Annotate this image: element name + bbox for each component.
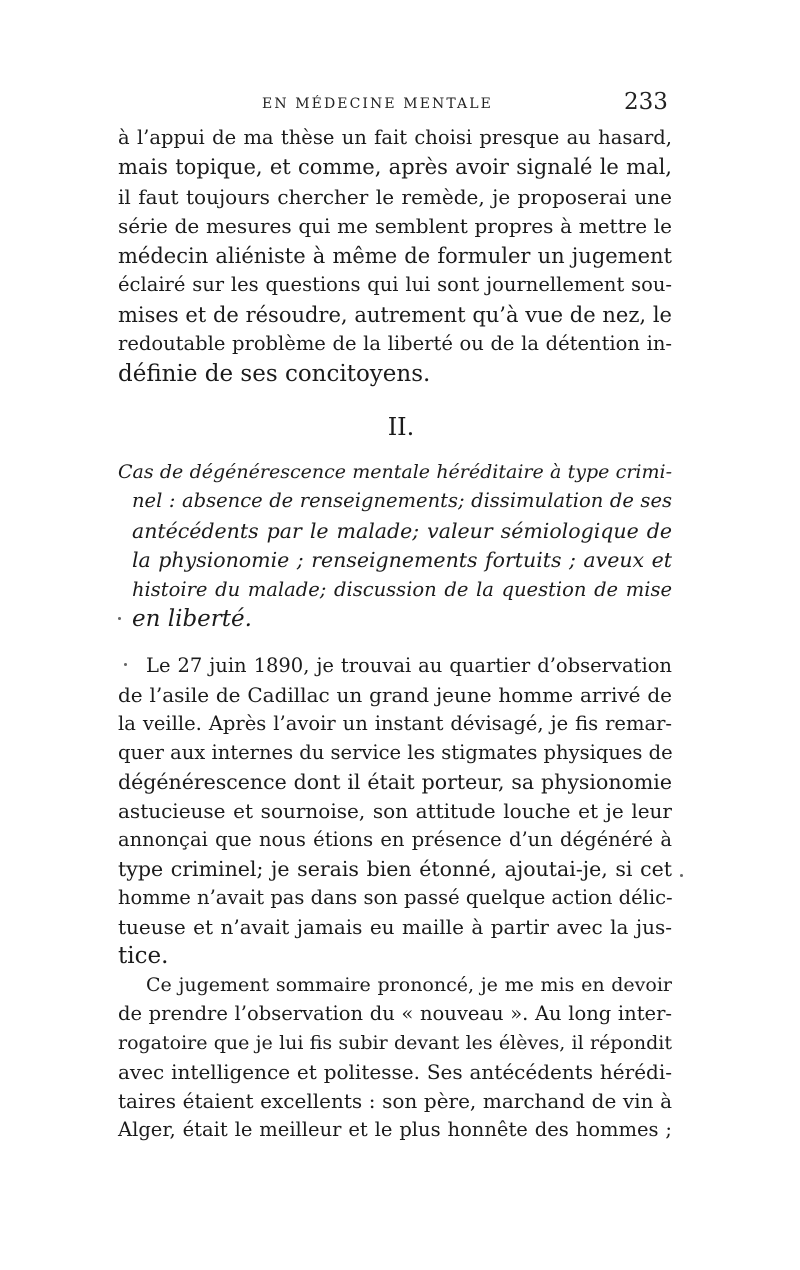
case-summary-line: en liberté. (132, 606, 252, 632)
text-line: à l’appui de ma thèse un fait choisi presque au hasard, (118, 126, 672, 149)
scan-speck (118, 617, 121, 620)
text-line: redoutable problème de la liberté ou de la détention in- (118, 332, 672, 355)
text-line: homme n’avait pas dans son passé quelque action délic- (118, 886, 673, 909)
text-line: avec intelligence et politesse. Ses antécédents hérédi- (118, 1060, 672, 1084)
text-line: taires étaient excellents : son père, marchand de vin à (118, 1089, 672, 1113)
text-line: Le 27 juin 1890, je trouvai au quartier d’observation (146, 654, 672, 677)
text-line: astucieuse et sournoise, son attitude louche et je leur (118, 799, 672, 823)
text-line: éclairé sur les questions qui lui sont journellement sou- (118, 273, 672, 296)
text-line: quer aux internes du service les stigmates physiques de (118, 741, 673, 764)
case-summary-line: antécédents par le malade; valeur sémiologique de (132, 519, 672, 543)
case-summary-line: Cas de dégénérescence mentale héréditaire à type crimi- (118, 461, 672, 483)
text-line: définie de ses concitoyens. (118, 361, 431, 387)
text-line: rogatoire que je lui fis subir devant les élèves, il répondit (118, 1032, 672, 1054)
case-summary-line: histoire du malade; discussion de la question de mise (132, 578, 672, 601)
case-summary-line: nel : absence de renseignements; dissimulation de ses (132, 489, 672, 512)
text-line: mises et de résoudre, autrement qu’à vue de nez, le (118, 303, 672, 327)
page-number: 233 (624, 89, 668, 115)
scan-speck (680, 874, 683, 877)
text-line: médecin aliéniste à même de formuler un jugement (118, 244, 672, 268)
running-header: EN MÉDECINE MENTALE (262, 96, 493, 112)
case-summary-line: la physionomie ; renseignements fortuits ; aveux et (132, 548, 672, 572)
scan-speck (124, 663, 127, 666)
text-line: annonçai que nous étions en présence d’un dégénéré à (118, 828, 672, 851)
text-line: de prendre l’observation du « nouveau ». Au long inter- (118, 1002, 672, 1025)
text-line: de l’asile de Cadillac un grand jeune homme arrivé de (118, 683, 672, 707)
text-line: il faut toujours chercher le remède, je proposerai une (118, 185, 672, 209)
text-line: Ce jugement sommaire prononcé, je me mis en devoir (146, 974, 672, 996)
text-line: Alger, était le meilleur et le plus honnête des hommes ; (118, 1118, 672, 1141)
section-heading: II. (387, 413, 415, 441)
text-line: mais topique, et comme, après avoir signalé le mal, (118, 155, 672, 179)
text-line: série de mesures qui me semblent propres à mettre le (118, 214, 672, 238)
text-line: tueuse et n’avait jamais eu maille à partir avec la jus- (118, 915, 672, 939)
text-line: la veille. Après l’avoir un instant dévisagé, je fis remar- (118, 712, 672, 735)
text-line: tice. (118, 943, 169, 969)
text-line: dégénérescence dont il était porteur, sa physionomie (118, 770, 672, 794)
text-line: type criminel; je serais bien étonné, ajoutai-je, si cet (118, 857, 672, 881)
